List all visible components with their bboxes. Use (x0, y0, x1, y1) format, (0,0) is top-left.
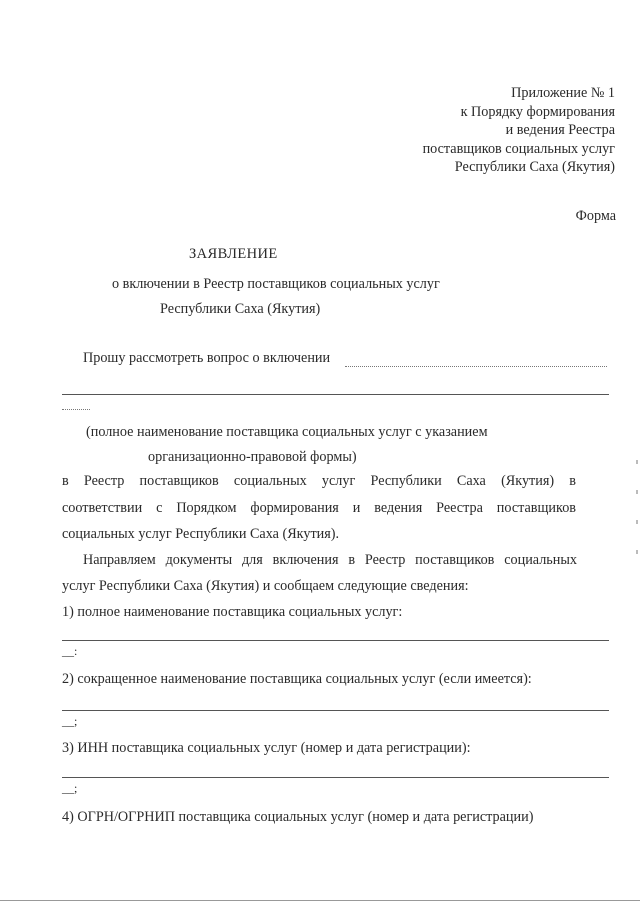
appendix-line: к Порядку формирования (460, 103, 615, 120)
appendix-line: и ведения Реестра (505, 122, 615, 138)
item-2-end: __; (62, 714, 78, 728)
item-3-field[interactable] (62, 777, 609, 778)
item-1-label: 1) полное наименование поставщика социальных услуг: (62, 604, 403, 620)
item-1-end: __: (62, 644, 78, 658)
appendix-header (423, 84, 615, 177)
document-subtitle-line2: Республики Саха (Якутия) (160, 301, 321, 317)
appendix-line: поставщиков социальных услуг (422, 140, 615, 157)
hint-line1: (полное наименование поставщика социальных услуг с указанием (86, 424, 488, 440)
body-paragraph2-line2: услуг Республики Саха (Якутия) и сообщаем следующие сведения: (62, 578, 469, 594)
appendix-line: Республики Саха (Якутия) (454, 159, 615, 175)
document-subtitle-line1: о включении в Реестр поставщиков социальных услуг (112, 276, 440, 292)
form-label: Форма (575, 208, 616, 224)
request-text: Прошу рассмотреть вопрос о включении (83, 350, 331, 366)
item-1-field[interactable] (62, 640, 609, 641)
body-paragraph1-line1: в Реестр поставщиков социальных услуг Республики Саха (Якутия) в (62, 473, 576, 489)
item-2-label: 2) сокращенное наименование поставщика социальных услуг (если имеется): (62, 671, 532, 687)
page-bottom-edge (0, 900, 640, 901)
item-4-label: 4) ОГРН/ОГРНИП поставщика социальных услуг (номер и дата регистрации) (62, 809, 534, 825)
item-2-field[interactable] (62, 710, 609, 711)
body-paragraph1-line2: соответствии с Порядком формирования и ведения Реестра поставщиков (62, 500, 576, 516)
scan-edge-marks (636, 460, 639, 580)
provider-name-field-line3[interactable] (62, 409, 90, 410)
hint-line2: организационно-правовой формы) (148, 449, 357, 465)
body-paragraph1-line3: социальных услуг Республики Саха (Якутия). (62, 526, 340, 542)
item-3-label: 3) ИНН поставщика социальных услуг (номер и дата регистрации): (62, 740, 471, 756)
appendix-line: Приложение № 1 (511, 85, 615, 101)
body-paragraph2-line1: Направляем документы для включения в Реестр поставщиков социальных (83, 552, 577, 568)
item-3-end: __; (62, 781, 78, 795)
document-title: ЗАЯВЛЕНИЕ (189, 246, 278, 262)
provider-name-field[interactable] (345, 366, 607, 367)
provider-name-field-line2[interactable] (62, 394, 609, 395)
